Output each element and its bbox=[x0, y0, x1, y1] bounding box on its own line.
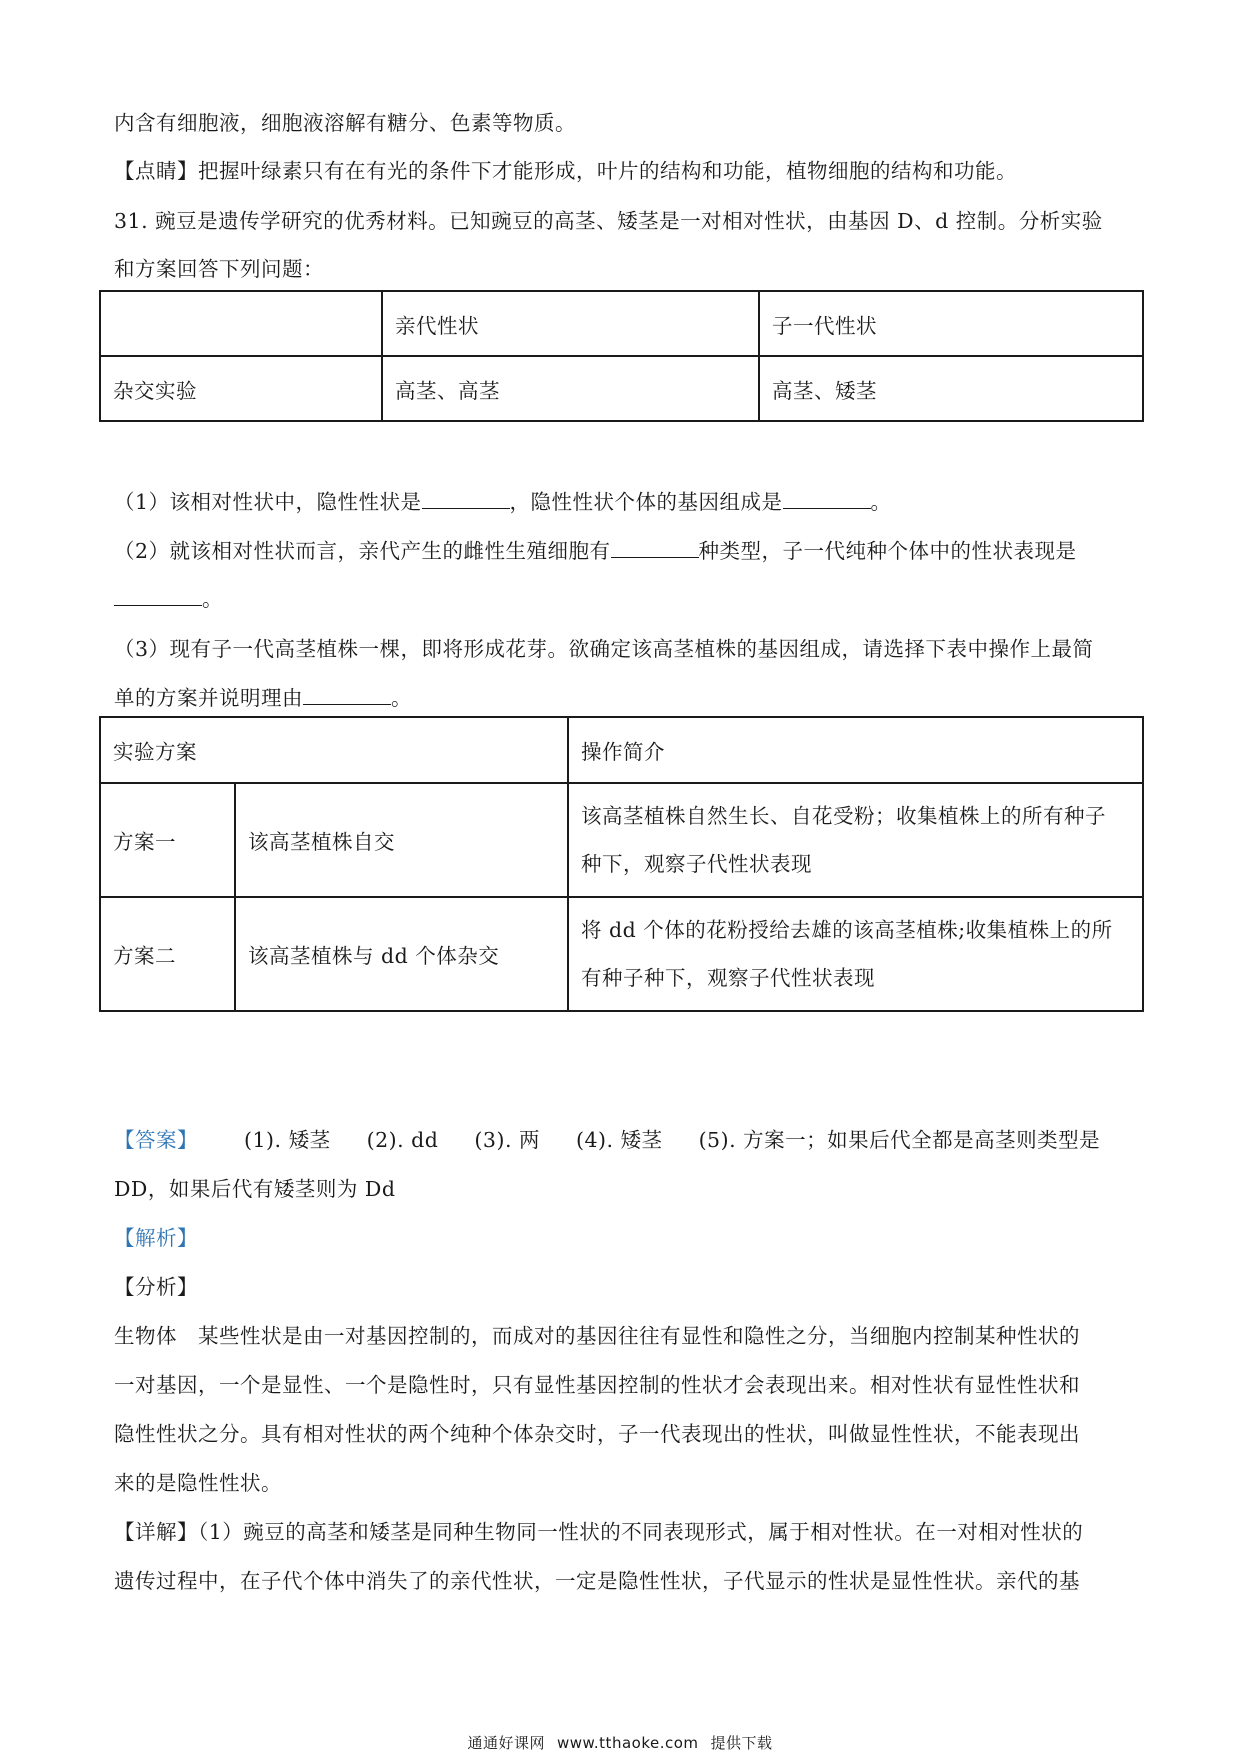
table-header-cell: 操作简介 bbox=[568, 717, 1143, 783]
plan-desc-cell bbox=[568, 783, 1143, 897]
analysis-label: 【解析】 bbox=[114, 1226, 198, 1250]
q2-text-b: 种类型，子一代纯种个体中的性状表现是 bbox=[698, 539, 1077, 563]
plan-method-cell: 该高茎植株自交 bbox=[235, 783, 568, 897]
table-cell: 杂交实验 bbox=[100, 356, 382, 421]
plan-name-cell: 方案一 bbox=[100, 783, 235, 897]
detail-label: 【详解】 bbox=[114, 1520, 198, 1544]
table-row bbox=[100, 356, 1143, 421]
plan-desc-line: 将 dd 个体的花粉授给去雄的该高茎植株;收集植株上的所 bbox=[581, 918, 1113, 942]
answer-line bbox=[114, 1123, 1100, 1153]
question-line-1: 31. 豌豆是遗传学研究的优秀材料。已知豌豆的高茎、矮茎是一对相对性状，由基因 D、d 控制。分析实验 bbox=[114, 209, 1103, 233]
table-header-cell: 子一代性状 bbox=[759, 291, 1143, 356]
q1-text-c: 。 bbox=[870, 490, 892, 514]
answer-item: (4). 矮茎 bbox=[575, 1128, 663, 1152]
plan-method-cell: 该高茎植株与 dd 个体杂交 bbox=[235, 897, 568, 1011]
detail-text: （1）豌豆的高茎和矮茎是同种生物同一性状的不同表现形式，属于相对性状。在一对相对性状的 bbox=[198, 1520, 1084, 1544]
table-cell: 高茎、高茎 bbox=[382, 356, 759, 421]
footer-url[interactable]: www.tthaoke.com bbox=[556, 1734, 699, 1752]
answer-blank bbox=[783, 490, 871, 509]
q1-text-b: ，隐性性状个体的基因组成是 bbox=[509, 490, 783, 514]
q1-text-a: （1）该相对性状中，隐性性状是 bbox=[114, 490, 422, 514]
answer-item: (1). 矮茎 bbox=[244, 1128, 331, 1152]
analysis-line: 一对基因，一个是显性、一个是隐性时，只有显性基因控制的性状才会表现出来。相对性状有显性性状和 bbox=[114, 1373, 1080, 1397]
table-header-row bbox=[100, 717, 1143, 783]
answer-line-2: DD，如果后代有矮茎则为 Dd bbox=[114, 1177, 396, 1201]
detail-line bbox=[114, 1515, 1083, 1545]
table-cell: 高茎、矮茎 bbox=[759, 356, 1143, 421]
q2-text-a: （2）就该相对性状而言，亲代产生的雌性生殖细胞有 bbox=[114, 539, 611, 563]
sub-question-3: （3）现有子一代高茎植株一棵，即将形成花芽。欲确定该高茎植株的基因组成，请选择下表中操作上最简 bbox=[114, 637, 1094, 661]
plan-desc-cell bbox=[568, 897, 1143, 1011]
answer-item: (2). dd bbox=[366, 1128, 439, 1152]
q3-text-a: 单的方案并说明理由 bbox=[114, 686, 303, 710]
detail-line-2: 遗传过程中，在子代个体中消失了的亲代性状，一定是隐性性状，子代显示的性状是显性性状。亲代的基 bbox=[114, 1569, 1080, 1593]
table-header-cell bbox=[100, 291, 382, 356]
sub-question-3-cont bbox=[114, 681, 412, 711]
dianjing-paragraph bbox=[114, 154, 1017, 184]
plan-desc-line: 种下，观察子代性状表现 bbox=[581, 852, 812, 876]
footer-site-name: 通通好课网 bbox=[467, 1734, 545, 1752]
table-header-row bbox=[100, 291, 1143, 356]
table-header-cell: 实验方案 bbox=[100, 717, 568, 783]
answer-label: 【答案】 bbox=[114, 1128, 198, 1152]
dianjing-text: 把握叶绿素只有在有光的条件下才能形成，叶片的结构和功能，植物细胞的结构和功能。 bbox=[198, 159, 1017, 183]
sub-question-2 bbox=[114, 534, 1077, 564]
dianjing-label: 【点睛】 bbox=[114, 159, 198, 183]
question-line-2: 和方案回答下列问题： bbox=[114, 257, 324, 281]
hybrid-table bbox=[99, 290, 1144, 422]
answer-blank bbox=[303, 686, 391, 705]
footer-suffix: 提供下载 bbox=[710, 1734, 773, 1752]
q2-text-c: 。 bbox=[202, 587, 223, 611]
table-row bbox=[100, 897, 1143, 1011]
answer-blank bbox=[114, 587, 202, 606]
table-header-cell: 亲代性状 bbox=[382, 291, 759, 356]
page-footer bbox=[0, 1732, 1240, 1753]
answer-blank bbox=[611, 539, 699, 558]
analysis-line: 生物体 某些性状是由一对基因控制的，而成对的基因往往有显性和隐性之分，当细胞内控制某种性状的 bbox=[114, 1324, 1080, 1348]
plan-desc-line: 有种子种下，观察子代性状表现 bbox=[581, 966, 875, 990]
analysis-line: 来的是隐性性状。 bbox=[114, 1471, 282, 1495]
q3-text-b: 。 bbox=[391, 686, 412, 710]
table-row bbox=[100, 783, 1143, 897]
sub-question-1 bbox=[114, 485, 892, 515]
plan-desc-line: 该高茎植株自然生长、自花受粉；收集植株上的所有种子 bbox=[581, 804, 1106, 828]
plan-name-cell: 方案二 bbox=[100, 897, 235, 1011]
intro-line: 内含有细胞液，细胞液溶解有糖分、色素等物质。 bbox=[114, 111, 576, 135]
answer-item: (5). 方案一；如果后代全都是高茎则类型是 bbox=[698, 1128, 1101, 1152]
analysis-line: 隐性性状之分。具有相对性状的两个纯种个体杂交时，子一代表现出的性状，叫做显性性状，不能表现出 bbox=[114, 1422, 1080, 1446]
answer-item: (3). 两 bbox=[474, 1128, 540, 1152]
sub-question-2-cont bbox=[114, 582, 223, 612]
fenxi-label: 【分析】 bbox=[114, 1275, 198, 1299]
answer-blank bbox=[422, 490, 510, 509]
plan-table bbox=[99, 716, 1144, 1012]
